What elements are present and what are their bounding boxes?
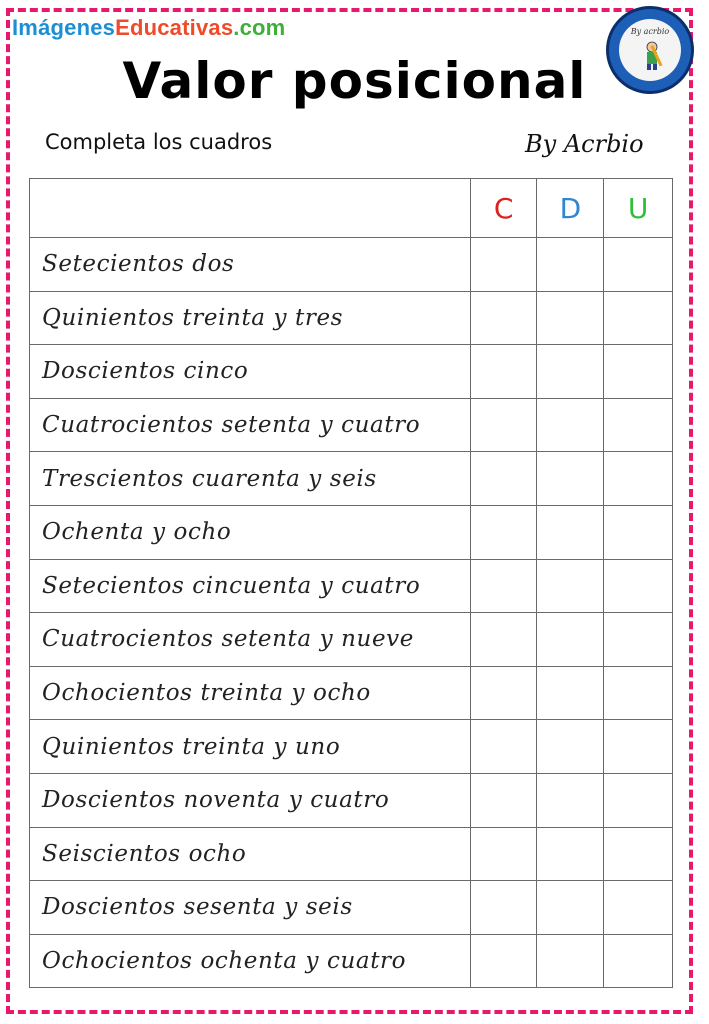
answer-box-unidades[interactable] <box>604 827 673 881</box>
page-title: Valor posicional <box>122 52 587 110</box>
table-row <box>30 452 673 506</box>
number-in-words: Quinientos treinta y uno <box>30 720 471 774</box>
table-row <box>30 934 673 988</box>
answer-box-unidades[interactable] <box>604 720 673 774</box>
answer-box-centenas[interactable] <box>470 559 537 613</box>
answer-box-unidades[interactable] <box>604 345 673 399</box>
table-row <box>30 613 673 667</box>
answer-box-decenas[interactable] <box>537 398 604 452</box>
answer-box-unidades[interactable] <box>604 881 673 935</box>
table-row <box>30 559 673 613</box>
answer-box-unidades[interactable] <box>604 773 673 827</box>
place-value-table <box>29 178 673 988</box>
answer-box-decenas[interactable] <box>537 773 604 827</box>
answer-box-unidades[interactable] <box>604 291 673 345</box>
table-row <box>30 881 673 935</box>
table-row <box>30 345 673 399</box>
answer-box-decenas[interactable] <box>537 345 604 399</box>
answer-box-decenas[interactable] <box>537 881 604 935</box>
answer-box-decenas[interactable] <box>537 934 604 988</box>
table-header-row <box>30 179 673 238</box>
answer-box-centenas[interactable] <box>470 666 537 720</box>
answer-box-centenas[interactable] <box>470 613 537 667</box>
answer-box-decenas[interactable] <box>537 559 604 613</box>
answer-box-unidades[interactable] <box>604 613 673 667</box>
table-row <box>30 666 673 720</box>
table-row <box>30 773 673 827</box>
answer-box-unidades[interactable] <box>604 559 673 613</box>
number-in-words: Cuatrocientos setenta y cuatro <box>30 398 471 452</box>
number-in-words: Quinientos treinta y tres <box>30 291 471 345</box>
answer-box-unidades[interactable] <box>604 452 673 506</box>
number-in-words: Setecientos cincuenta y cuatro <box>30 559 471 613</box>
table-row <box>30 238 673 292</box>
answer-box-unidades[interactable] <box>604 238 673 292</box>
column-header-centenas: C <box>470 179 537 238</box>
answer-box-decenas[interactable] <box>537 720 604 774</box>
number-in-words: Ochocientos ochenta y cuatro <box>30 934 471 988</box>
table-row <box>30 505 673 559</box>
answer-box-decenas[interactable] <box>537 613 604 667</box>
instruction-text: Completa los cuadros <box>45 130 273 154</box>
number-in-words: Doscientos noventa y cuatro <box>30 773 471 827</box>
answer-box-decenas[interactable] <box>537 666 604 720</box>
number-in-words: Trescientos cuarenta y seis <box>30 452 471 506</box>
answer-box-centenas[interactable] <box>470 773 537 827</box>
number-in-words: Ochocientos treinta y ocho <box>30 666 471 720</box>
brand-segment: Educativas <box>115 15 234 40</box>
answer-box-centenas[interactable] <box>470 238 537 292</box>
logo-text: By acrbio <box>630 27 670 36</box>
table-row <box>30 398 673 452</box>
answer-box-unidades[interactable] <box>604 398 673 452</box>
number-in-words: Doscientos cinco <box>30 345 471 399</box>
site-brand <box>12 15 285 41</box>
answer-box-unidades[interactable] <box>604 505 673 559</box>
table-row <box>30 720 673 774</box>
answer-box-centenas[interactable] <box>470 881 537 935</box>
number-in-words: Doscientos sesenta y seis <box>30 881 471 935</box>
answer-box-centenas[interactable] <box>470 720 537 774</box>
answer-box-centenas[interactable] <box>470 934 537 988</box>
table-row <box>30 827 673 881</box>
answer-box-decenas[interactable] <box>537 452 604 506</box>
answer-box-centenas[interactable] <box>470 398 537 452</box>
header-blank-cell <box>30 179 471 238</box>
answer-box-decenas[interactable] <box>537 505 604 559</box>
answer-box-decenas[interactable] <box>537 827 604 881</box>
answer-box-centenas[interactable] <box>470 505 537 559</box>
brand-segment: .com <box>233 15 286 40</box>
answer-box-unidades[interactable] <box>604 934 673 988</box>
number-in-words: Cuatrocientos setenta y nueve <box>30 613 471 667</box>
answer-box-centenas[interactable] <box>470 345 537 399</box>
number-in-words: Seiscientos ocho <box>30 827 471 881</box>
brand-segment: Imágenes <box>12 15 116 40</box>
number-in-words: Setecientos dos <box>30 238 471 292</box>
answer-box-decenas[interactable] <box>537 238 604 292</box>
author-byline: By Acrbio <box>525 130 644 158</box>
column-header-decenas: D <box>537 179 604 238</box>
answer-box-centenas[interactable] <box>470 827 537 881</box>
answer-box-unidades[interactable] <box>604 666 673 720</box>
number-in-words: Ochenta y ocho <box>30 505 471 559</box>
answer-box-centenas[interactable] <box>470 291 537 345</box>
column-header-unidades: U <box>604 179 673 238</box>
answer-box-centenas[interactable] <box>470 452 537 506</box>
table-row <box>30 291 673 345</box>
answer-box-decenas[interactable] <box>537 291 604 345</box>
